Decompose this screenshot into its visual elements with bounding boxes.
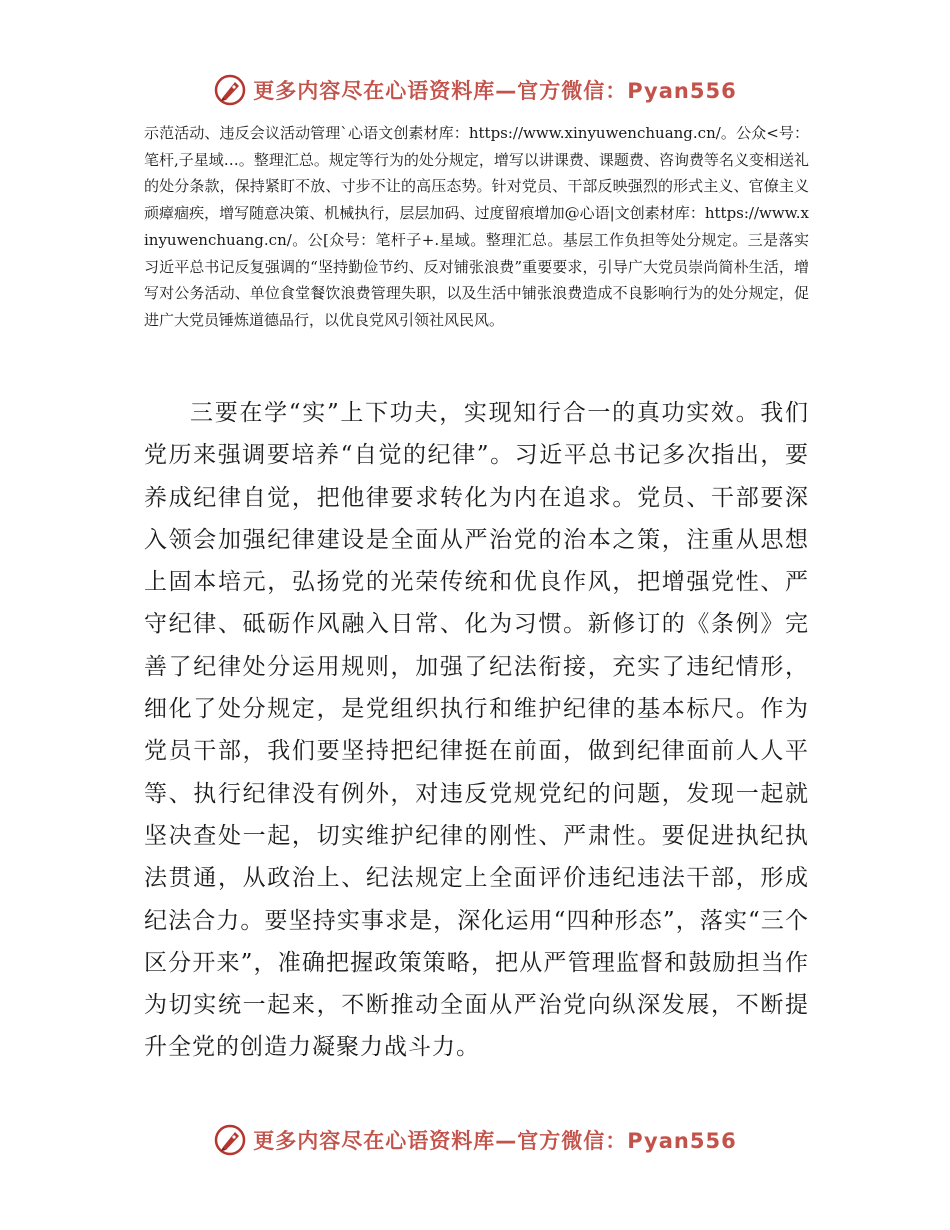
header-banner-text: 更多内容尽在心语资料库—官方微信：Pyan556 xyxy=(253,79,737,103)
header-banner xyxy=(0,70,950,110)
pen-nib-logo-icon xyxy=(213,73,247,107)
pen-nib-logo-icon xyxy=(213,1123,247,1157)
footer-banner-text: 更多内容尽在心语资料库—官方微信：Pyan556 xyxy=(253,1129,737,1153)
continued-paragraph: 示范活动、违反会议活动管理`心语文创素材库：https://www.xinyuwenchuang.cn/。公众<号：笔杆,子星域…。整理汇总。规定等行为的处分规定，增写以讲课费、课题费、咨询费等名义变相送礼的处分条款，保持紧盯不放、寸步不让的高压态势。针对党员、干部反映强烈的形式主义、官僚主义顽瘴痼疾，增写随意决策、机械执行，层层加码、过度留痕增加@心语|文创素材库：https://www.xinyuwenchuang.cn/。公[众号：笔杆子+.星域。整理汇总。基层工作负担等处分规定。三是落实习近平总书记反复强调的“坚持勤俭节约、反对铺张浪费”重要要求，引导广大党员崇尚简朴生活，增写对公务活动、单位食堂餐饮浪费管理失职，以及生活中铺张浪费造成不良影响行为的处分规定，促进广大党员锤炼道德品行，以优良党风引领社风民风。 xyxy=(144,124,809,329)
footer-banner xyxy=(0,1120,950,1160)
main-paragraph: 三要在学“实”上下功夫，实现知行合一的真功实效。我们党历来强调要培养“自觉的纪律”。习近平总书记多次指出，要养成纪律自觉，把他律要求转化为内在追求。党员、干部要深入领会加强纪律建设是全面从严治党的治本之策，注重从思想上固本培元，弘扬党的光荣传统和优良作风，把增强党性、严守纪律、砥砺作风融入日常、化为习惯。新修订的《条例》完善了纪律处分运用规则，加强了纪法衔接，充实了违纪情形，细化了处分规定，是党组织执行和维护纪律的基本标尺。作为党员干部，我们要坚持把纪律挺在前面，做到纪律面前人人平等、执行纪律没有例外，对违反党规党纪的问题，发现一起就坚决查处一起，切实维护纪律的刚性、严肃性。要促进执纪执法贯通，从政治上、纪法规定上全面评价违纪违法干部，形成纪法合力。要坚持实事求是，深化运用“四种形态”，落实“三个区分开来”，准确把握政策策略，把从严管理监督和鼓励担当作为切实统一起来，不断推动全面从严治党向纵深发展，不断提升全党的创造力凝聚力战斗力。 xyxy=(144,400,809,1061)
